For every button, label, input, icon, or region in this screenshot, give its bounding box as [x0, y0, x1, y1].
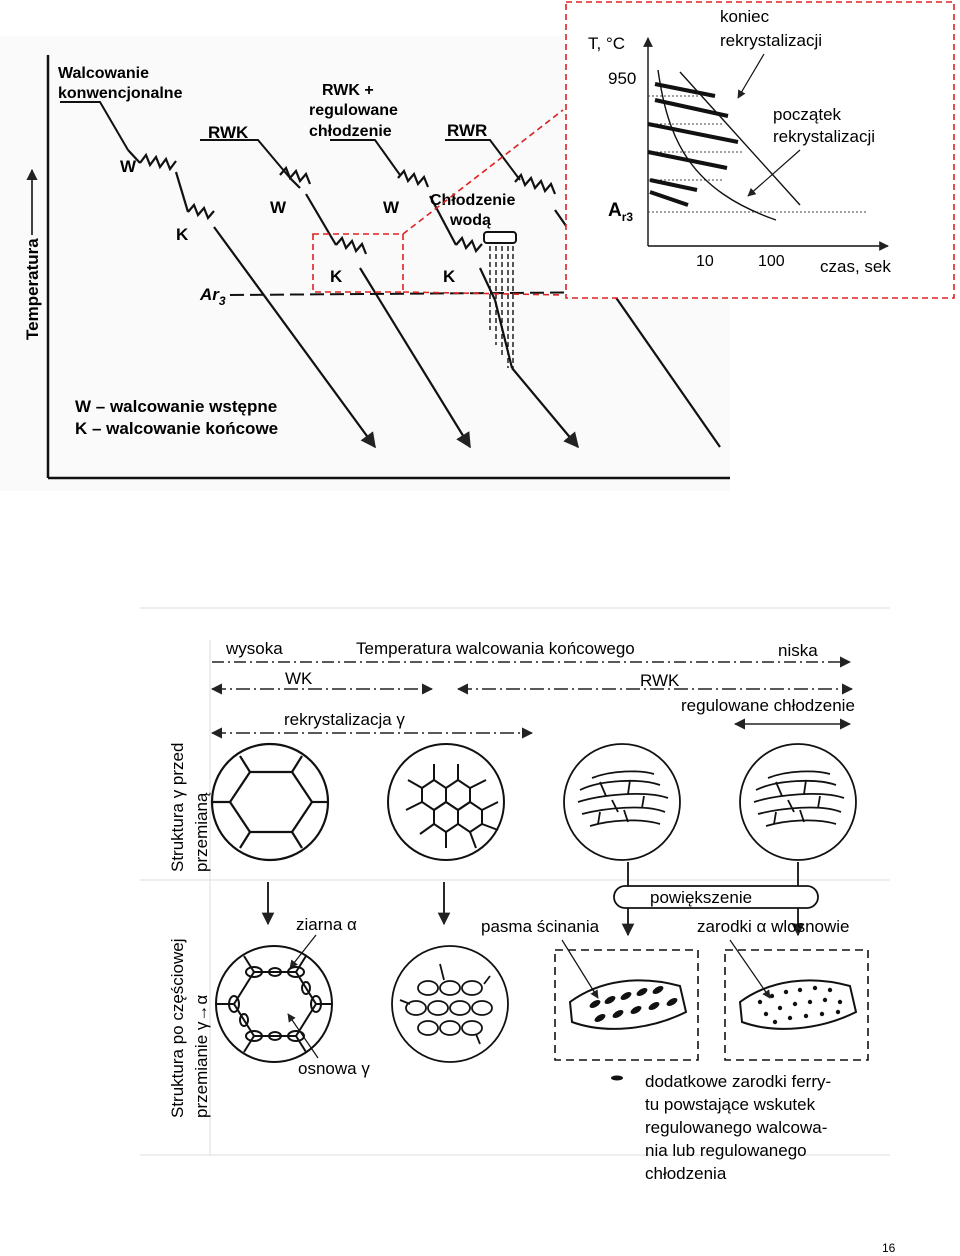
- label-rwk-plus: RWK +: [322, 82, 374, 99]
- pass-k-3: K: [443, 267, 456, 286]
- austenite-fine-grains: [388, 744, 504, 860]
- legend-w: W – walcowanie wstępne: [75, 397, 278, 416]
- ferrite-grains-coarse: [216, 946, 332, 1062]
- inset-x-label: czas, sek: [820, 257, 891, 276]
- label-regulated-cooling: regulowane chłodzenie: [681, 696, 855, 715]
- inset-callout-start-1: początek: [773, 105, 842, 124]
- pass-w-1: W: [120, 157, 137, 176]
- row2-label-1: Struktura po częściowej: [168, 938, 187, 1118]
- label-rwk: RWK: [208, 123, 249, 142]
- pass-k-2: K: [330, 267, 343, 286]
- water-nozzle-icon: [484, 232, 516, 243]
- austenite-deformed-grains-1: [564, 744, 680, 860]
- intragranular-grain: [740, 980, 856, 1028]
- label-shear-bands: pasma ścinania: [481, 917, 600, 936]
- header-high: wysoka: [226, 639, 283, 658]
- ar3-label: $Ar_3$: [200, 285, 226, 308]
- label-gamma-matrix: osnowa γ: [298, 1059, 370, 1078]
- inset-callout-end-1: koniec: [720, 7, 770, 26]
- nucleus-icon: [611, 1076, 623, 1081]
- temperature-axis-label: Temperatura: [23, 238, 42, 340]
- row2-label-2: przemianie γ→α: [192, 994, 211, 1118]
- water-cooling-label-2: wodą: [450, 212, 491, 229]
- note-line-2: tu powstające wskutek: [645, 1095, 816, 1114]
- note-line-5: chłodzenia: [645, 1164, 727, 1183]
- shear-band-box: [555, 950, 698, 1060]
- inset-callout-start-2: rekrystalizacji: [773, 127, 876, 146]
- inset-callout-end-2: rekrystalizacji: [720, 31, 823, 50]
- label-regulated: regulowane: [309, 102, 398, 119]
- note-line-4: nia lub regulowanego: [645, 1141, 807, 1160]
- label-conventional-1: Walcowanie: [58, 65, 149, 82]
- water-cooling-label-1: Chłodzenie: [430, 192, 516, 209]
- label-recrystallization: rekrystalizacja γ: [284, 710, 405, 729]
- label-rwr: RWR: [447, 121, 488, 140]
- microstructure-diagram: [140, 608, 890, 1183]
- label-enlargement: powiększenie: [650, 888, 753, 907]
- label-rwk-range: RWK: [640, 671, 680, 690]
- inset-y-tick-950: 950: [608, 69, 637, 88]
- row1-label-1: Struktura γ przed: [168, 742, 187, 872]
- inset-x-tick-10: 10: [696, 253, 714, 270]
- shear-band-grain: [570, 980, 686, 1028]
- label-wk: WK: [285, 669, 313, 688]
- header-title: Temperatura walcowania końcowego: [356, 639, 635, 658]
- ferrite-grains-fine: [392, 946, 508, 1062]
- note-line-3: regulowanego walcowa-: [645, 1118, 828, 1137]
- inset-x-tick-100: 100: [758, 253, 785, 270]
- row1-label-2: przemianą: [192, 792, 211, 872]
- austenite-deformed-grains-2: [740, 744, 856, 860]
- label-intragranular-nuclei: zarodki α wlosnowie: [697, 917, 850, 936]
- inset-y-label: T, °C: [588, 34, 626, 53]
- pass-k-1: K: [176, 225, 189, 244]
- header-low: niska: [778, 641, 818, 660]
- austenite-coarse-grains: [212, 744, 328, 860]
- inset-ar3: $A_{r3}$: [608, 200, 634, 224]
- legend-k: K – walcowanie końcowe: [75, 419, 279, 438]
- label-alpha-grains: ziarna α: [296, 915, 357, 934]
- page-number: 16: [882, 1241, 896, 1255]
- label-conventional-2: konwencjonalne: [58, 85, 183, 102]
- pass-w-3: W: [383, 198, 400, 217]
- label-cooling: chłodzenie: [309, 123, 392, 140]
- recrystallization-inset: [566, 2, 954, 298]
- pass-w-2: W: [270, 198, 287, 217]
- note-line-1: dodatkowe zarodki ferry-: [645, 1072, 832, 1091]
